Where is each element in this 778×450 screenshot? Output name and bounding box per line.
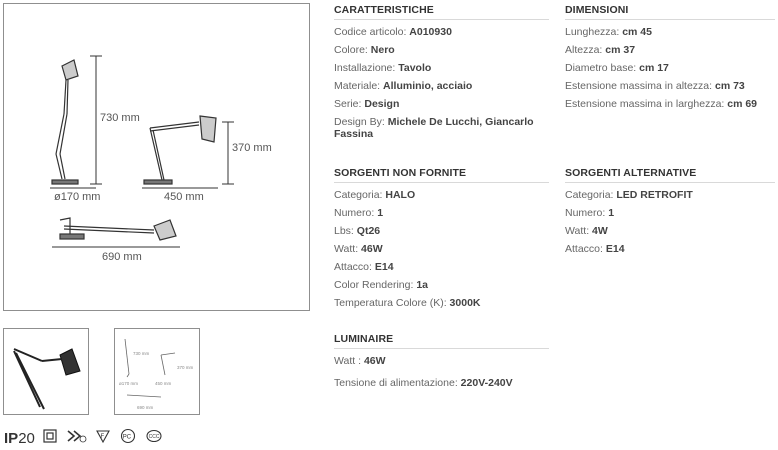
- svg-text:PC: PC: [122, 434, 132, 440]
- spec-label: Altezza:: [565, 44, 603, 56]
- section-title: CARATTERISTICHE: [334, 4, 549, 20]
- spec-row: [334, 98, 549, 110]
- spec-label: Lbs:: [334, 225, 354, 237]
- thumbnail-drawing[interactable]: [114, 328, 200, 415]
- technical-drawing[interactable]: [3, 3, 310, 311]
- certification-icons: [4, 429, 163, 447]
- section-title: SORGENTI NON FORNITE: [334, 167, 549, 183]
- spec-value: Michele De Lucchi, Giancarlo Fassina: [334, 116, 534, 140]
- spec-row: [334, 116, 549, 140]
- spec-label: Serie:: [334, 98, 362, 110]
- spec-row: [334, 44, 549, 56]
- spec-value: 1: [377, 207, 384, 219]
- spec-row: [565, 80, 775, 92]
- spec-row: [565, 225, 775, 237]
- spec-label: Estensione massima in larghezza:: [565, 98, 725, 110]
- spec-label: Installazione:: [334, 62, 396, 74]
- spec-row: [565, 189, 775, 201]
- mini-label-table-height: 370 mm: [177, 365, 194, 370]
- pcc-mark-icon: [119, 428, 137, 449]
- spec-value: 46W: [363, 355, 386, 367]
- spec-value: 1: [608, 207, 615, 219]
- spec-value: Tavolo: [398, 62, 432, 74]
- lamp-drawing: [4, 4, 309, 310]
- table-height-dimension-label: 370 mm: [232, 142, 272, 154]
- dimensioni-section: [565, 4, 775, 116]
- ccc-mark-icon: [145, 428, 163, 449]
- caratteristiche-section: [334, 4, 549, 146]
- spec-label: Lunghezza:: [565, 26, 620, 38]
- spec-label: Attacco:: [565, 243, 603, 255]
- spec-row: [334, 355, 549, 367]
- spec-label: Watt:: [565, 225, 590, 237]
- spec-label: Colore:: [334, 44, 368, 56]
- spec-value: cm 45: [622, 26, 652, 38]
- spec-label: Estensione massima in altezza:: [565, 80, 713, 92]
- enec-mark-icon: [65, 428, 87, 449]
- spec-row: [334, 26, 549, 38]
- tall-lamp-head: [62, 60, 78, 80]
- spec-row: [565, 44, 775, 56]
- luminaire-section: [334, 333, 549, 395]
- spec-label: Materiale:: [334, 80, 381, 92]
- base-diameter-label: ø170 mm: [54, 191, 101, 203]
- spec-label: Codice articolo:: [334, 26, 407, 38]
- spec-row: [334, 377, 549, 389]
- spec-value: A010930: [409, 26, 452, 38]
- svg-text:F: F: [100, 433, 105, 440]
- horizontal-width-label: 690 mm: [102, 251, 142, 263]
- thumbnail-photo[interactable]: [3, 328, 89, 415]
- section-title: DIMENSIONI: [565, 4, 775, 20]
- mini-label-horizontal-width: 690 mm: [137, 405, 154, 410]
- f-mark-icon: [95, 428, 111, 449]
- table-lamp-head: [200, 116, 216, 142]
- spec-row: [334, 189, 549, 201]
- spec-value: 220V-240V: [460, 377, 513, 389]
- spec-label: Diametro base:: [565, 62, 637, 74]
- spec-label: Tensione di alimentazione:: [334, 377, 458, 389]
- spec-row: [565, 243, 775, 255]
- spec-value: HALO: [385, 189, 416, 201]
- spec-label: Numero:: [565, 207, 606, 219]
- mini-label-base: ø170 mm: [119, 381, 139, 386]
- spec-value: 46W: [361, 243, 383, 255]
- spec-row: [334, 207, 549, 219]
- ip-prefix: IP: [4, 429, 19, 447]
- sorgenti-alternative-section: [565, 167, 775, 261]
- spec-label: Design By:: [334, 116, 385, 128]
- section-title: SORGENTI ALTERNATIVE: [565, 167, 775, 183]
- ip-rating: [4, 430, 35, 447]
- spec-value: cm 73: [715, 80, 745, 92]
- lamp-drawing-thumb: [115, 329, 199, 414]
- spec-label: Watt :: [334, 355, 362, 367]
- spec-row: [565, 98, 775, 110]
- double-insulation-icon: [43, 429, 57, 448]
- spec-value: Qt26: [356, 225, 381, 237]
- spec-row: [334, 279, 549, 291]
- spec-label: Categoria:: [334, 189, 383, 201]
- spec-row: [565, 62, 775, 74]
- spec-row: [334, 225, 549, 237]
- spec-value: LED RETROFIT: [616, 189, 693, 201]
- spec-row: [334, 80, 549, 92]
- spec-label: Color Rendering:: [334, 279, 414, 291]
- spec-label: Numero:: [334, 207, 375, 219]
- svg-text:CCC: CCC: [148, 433, 160, 440]
- height-dimension-label: 730 mm: [100, 112, 140, 124]
- spec-value: Design: [364, 98, 400, 110]
- spec-row: [334, 62, 549, 74]
- ip-value: 20: [18, 429, 35, 447]
- spec-value: 1a: [416, 279, 428, 291]
- spec-row: [565, 207, 775, 219]
- lamp-photo-thumb: [4, 329, 88, 414]
- mini-label-table-width: 450 mm: [155, 381, 172, 386]
- spec-value: 3000K: [449, 297, 481, 309]
- spec-label: Temperatura Colore (K):: [334, 297, 447, 309]
- spec-label: Categoria:: [565, 189, 614, 201]
- horizontal-lamp-head: [154, 220, 176, 240]
- mini-label-height: 730 mm: [133, 351, 150, 356]
- spec-row: [334, 297, 549, 309]
- section-title: LUMINAIRE: [334, 333, 549, 349]
- spec-value: cm 69: [727, 98, 758, 110]
- spec-value: Nero: [370, 44, 395, 56]
- spec-row: [565, 26, 775, 38]
- spec-row: [334, 261, 549, 273]
- spec-value: E14: [605, 243, 625, 255]
- spec-value: E14: [374, 261, 394, 273]
- sorgenti-non-fornite-section: [334, 167, 549, 315]
- spec-value: Alluminio, acciaio: [383, 80, 473, 92]
- spec-value: cm 37: [605, 44, 636, 56]
- spec-label: Watt:: [334, 243, 359, 255]
- spec-label: Attacco:: [334, 261, 372, 273]
- spec-value: cm 17: [639, 62, 669, 74]
- table-width-label: 450 mm: [164, 191, 204, 203]
- spec-row: [334, 243, 549, 255]
- spec-value: 4W: [592, 225, 608, 237]
